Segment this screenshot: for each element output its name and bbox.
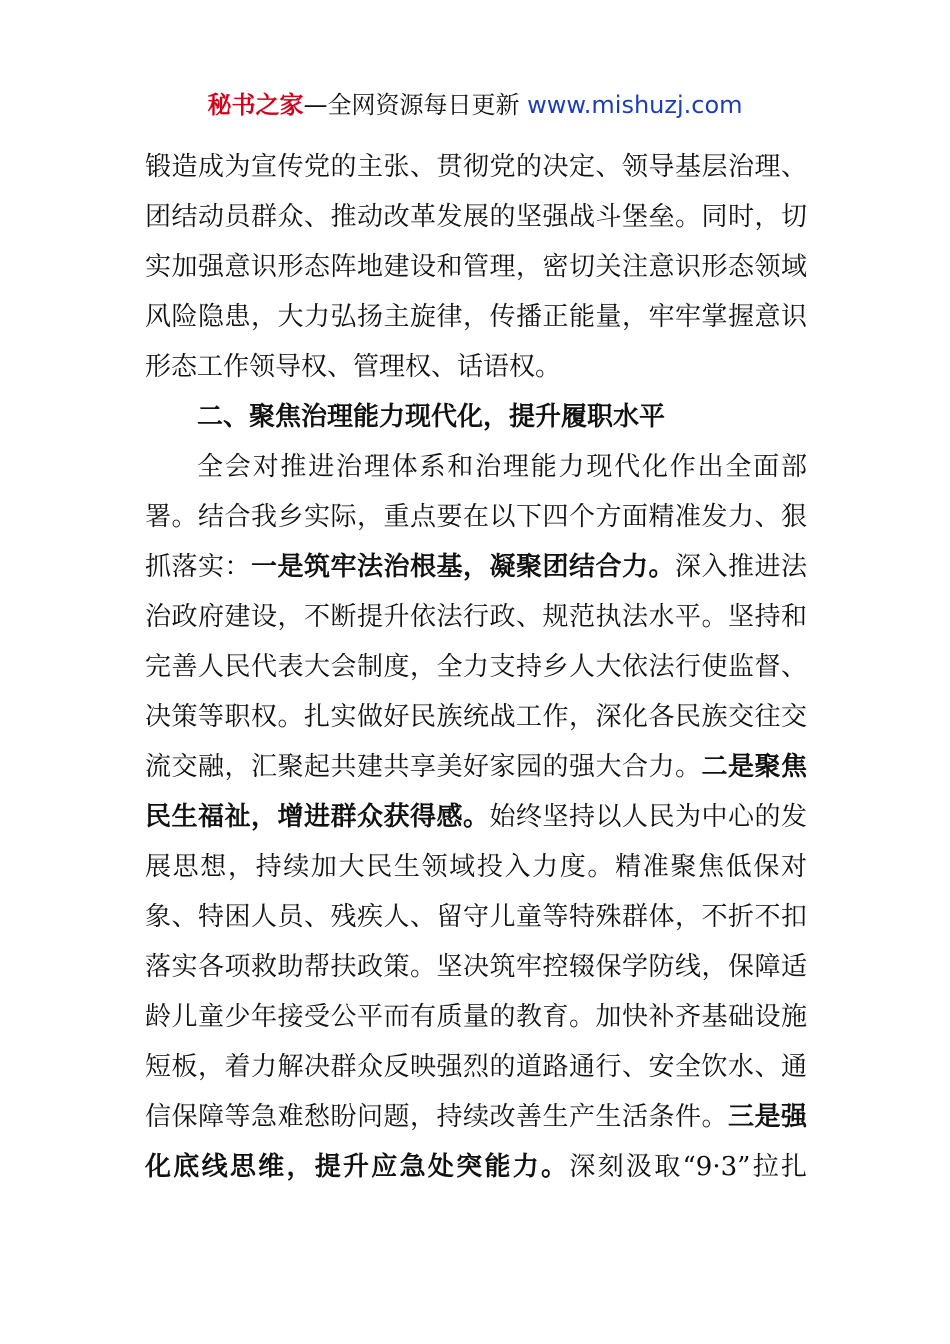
paragraph-line [145,942,807,992]
paragraph-line [145,792,807,842]
paragraph-line [145,242,807,292]
paragraph-line [145,442,807,492]
text-segment: 署。结合我乡实际，重点要在以下四个方面精准发力、狠 [145,502,807,532]
document-body [145,142,807,1192]
text-segment: 决策等职权。扎实做好民族统战工作，深化各民族交往交 [145,702,807,732]
text-segment: 信保障等急难愁盼问题，持续改善生产生活条件。 [145,1102,728,1132]
text-segment: 形态工作领导权、管理权、话语权。 [145,352,562,382]
text-segment: 治政府建设，不断提升依法行政、规范执法水平。坚持和 [145,602,807,632]
bold-text-segment: 三是强 [727,1102,807,1132]
paragraph-line [145,1042,807,1092]
paragraph-line [145,342,807,392]
text-segment: 始终坚持以人民为中心的发 [489,802,807,832]
bold-text-segment: 一是筑牢法治根基，凝聚团结合力。 [251,552,675,582]
bold-text-segment: 民生福祉，增进群众获得感。 [145,802,490,832]
header-brand: 秘书之家 [207,91,304,119]
header-url-link[interactable]: www.mishuzj.com [527,91,743,119]
text-segment: 深刻汲取“9·3”拉扎 [569,1152,807,1182]
bold-text-segment: 二是聚焦 [701,752,807,782]
paragraph-line [145,542,807,592]
text-segment: 短板，着力解决群众反映强烈的道路通行、安全饮水、通 [145,1052,807,1082]
text-segment: 全会对推进治理体系和治理能力现代化作出全面部 [197,452,807,482]
paragraph-line [145,692,807,742]
paragraph-line [145,592,807,642]
text-segment: 象、特困人员、残疾人、留守儿童等特殊群体，不折不扣 [145,902,807,932]
paragraph-line [145,192,807,242]
paragraph-line [145,642,807,692]
text-segment: 深入推进法 [674,552,807,582]
text-segment: 落实各项救助帮扶政策。坚决筑牢控辍保学防线，保障适 [145,952,807,982]
text-segment: 展思想，持续加大民生领域投入力度。精准聚焦低保对 [145,852,807,882]
paragraph-line [145,892,807,942]
text-segment: 抓落实： [145,552,251,582]
paragraph-line [145,992,807,1042]
paragraph-line [145,492,807,542]
paragraph-line [145,1142,807,1192]
header-tagline: —全网资源每日更新 [303,91,528,119]
paragraph-line [145,142,807,192]
text-segment: 风险隐患，大力弘扬主旋律，传播正能量，牢牢掌握意识 [145,302,807,332]
bold-text-segment: 二、聚焦治理能力现代化，提升履职水平 [197,402,666,432]
text-segment: 完善人民代表大会制度，全力支持乡人大依法行使监督、 [145,652,807,682]
paragraph-line [145,742,807,792]
paragraph-line [145,292,807,342]
text-segment: 锻造成为宣传党的主张、贯彻党的决定、领导基层治理、 [145,152,807,182]
text-segment: 团结动员群众、推动改革发展的坚强战斗堡垒。同时，切 [145,202,807,232]
page-header [0,88,950,122]
section-heading [145,392,807,442]
paragraph-line [145,1092,807,1142]
paragraph-line [145,842,807,892]
text-segment: 龄儿童少年接受公平而有质量的教育。加快补齐基础设施 [145,1002,807,1032]
text-segment: 实加强意识形态阵地建设和管理，密切关注意识形态领域 [145,252,807,282]
text-segment: 流交融，汇聚起共建共享美好家园的强大合力。 [145,752,702,782]
bold-text-segment: 化底线思维，提升应急处突能力。 [145,1152,570,1182]
